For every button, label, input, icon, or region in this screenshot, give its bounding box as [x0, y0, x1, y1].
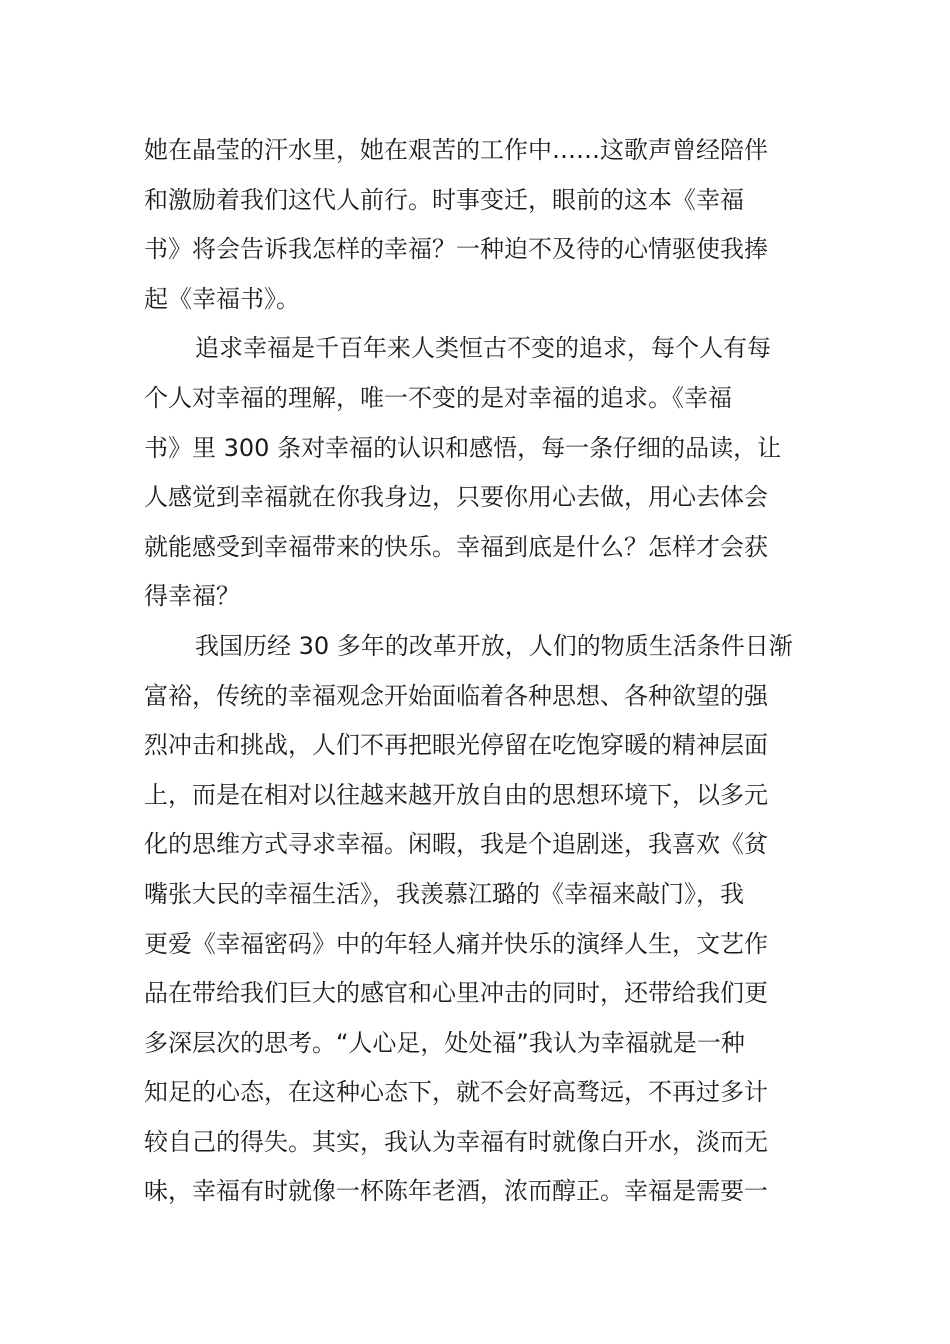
text-line: 书》将会告诉我怎样的幸福？一种迫不及待的心情驱使我捧 — [144, 235, 768, 264]
text-line: 书》里 300 条对幸福的认识和感悟，每一条仔细的品读，让 — [144, 433, 782, 462]
text-line: 味，幸福有时就像一杯陈年老酒，浓而醇正。幸福是需要一 — [144, 1177, 768, 1206]
text-line: 就能感受到幸福带来的快乐。幸福到底是什么？怎样才会获 — [144, 532, 768, 561]
text-line: 更爱《幸福密码》中的年轻人痛并快乐的演绎人生，文艺作 — [144, 929, 768, 958]
text-line: 化的思维方式寻求幸福。闲暇，我是个追剧迷，我喜欢《贫 — [144, 830, 768, 859]
paragraph-3 — [144, 622, 814, 1217]
text-line: 较自己的得失。其实，我认为幸福有时就像白开水，淡而无 — [144, 1127, 768, 1156]
text-line: 嘴张大民的幸福生活》，我羡慕江璐的《幸福来敲门》，我 — [144, 879, 744, 908]
text-line: 烈冲击和挑战，人们不再把眼光停留在吃饱穿暖的精神层面 — [144, 731, 768, 760]
text-line: 富裕，传统的幸福观念开始面临着各种思想、各种欲望的强 — [144, 681, 768, 710]
text-line: 她在晶莹的汗水里，她在艰苦的工作中……这歌声曾经陪伴 — [144, 136, 768, 164]
text-line: 多深层次的思考。“人心足，处处福”我认为幸福就是一种 — [144, 1028, 745, 1057]
text-line: 知足的心态，在这种心态下，就不会好高骛远，不再过多计 — [144, 1078, 768, 1107]
text-line: 和激励着我们这代人前行。时事变迁，眼前的这本《幸福 — [144, 185, 744, 214]
text-line: 个人对幸福的理解，唯一不变的是对幸福的追求。《幸福 — [144, 383, 732, 412]
paragraph-2 — [144, 324, 814, 622]
text-line: 品在带给我们巨大的感官和心里冲击的同时，还带给我们更 — [144, 979, 768, 1008]
text-line: 得幸福？ — [144, 582, 240, 611]
paragraph-1 — [144, 126, 814, 324]
body-text — [144, 126, 814, 1217]
text-line: 追求幸福是千百年来人类恒古不变的追求，每个人有每 — [195, 334, 771, 363]
text-line: 我国历经 30 多年的改革开放，人们的物质生活条件日渐 — [195, 631, 793, 660]
text-line: 起《幸福书》。 — [144, 284, 300, 313]
text-line: 上，而是在相对以往越来越开放自由的思想环境下，以多元 — [144, 780, 768, 809]
text-line: 人感觉到幸福就在你我身边，只要你用心去做，用心去体会 — [144, 483, 768, 512]
